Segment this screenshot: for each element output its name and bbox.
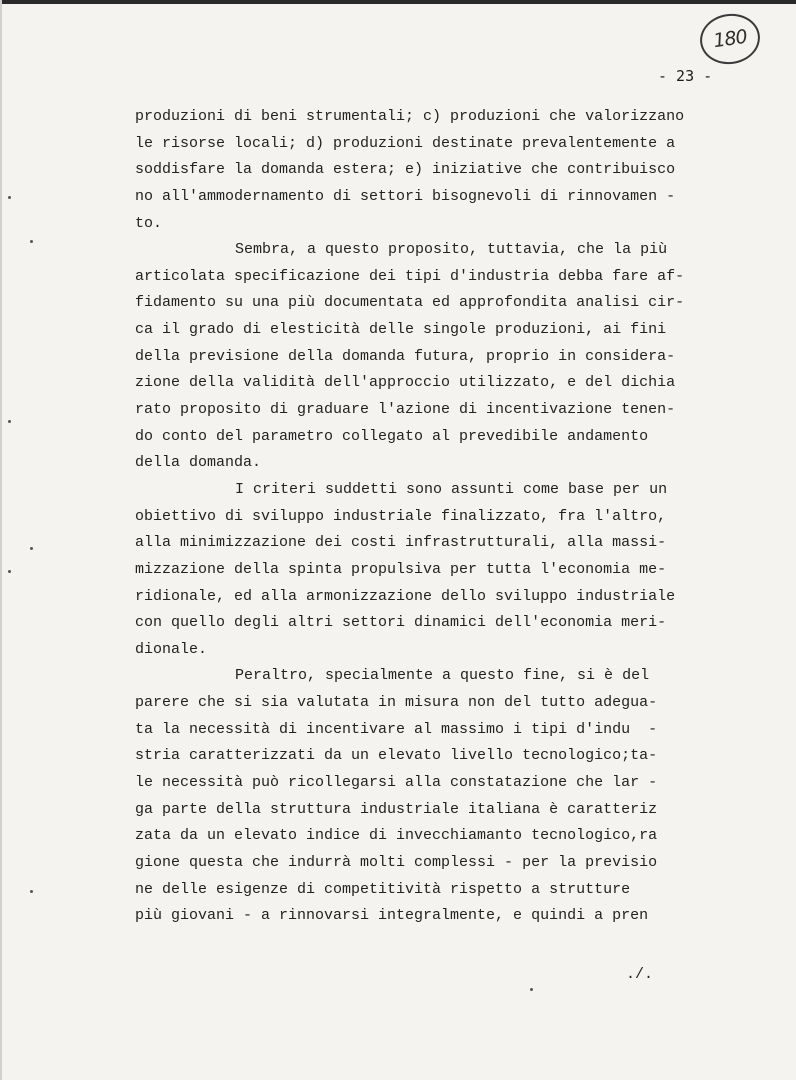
- scan-speck: [8, 196, 11, 199]
- scan-edge-left: [0, 0, 2, 1080]
- text-line: gione questa che indurrà molti complessi - per la previsio: [135, 853, 658, 871]
- page-number: - 23 -: [658, 67, 713, 85]
- continuation-mark: ./.: [626, 966, 654, 983]
- text-line: dionale.: [135, 640, 208, 658]
- text-line: le necessità può ricollegarsi alla constatazione che lar -: [135, 774, 658, 792]
- text-line: mizzazione della spinta propulsiva per tutta l'economia me-: [135, 560, 667, 578]
- scan-speck: [8, 570, 11, 573]
- text-line: Peraltro, specialmente a questo fine, si è del: [235, 667, 650, 685]
- scan-speck: [30, 547, 33, 550]
- text-line: soddisfare la domanda estera; e) iniziative che contribuisco: [135, 161, 676, 179]
- text-line: do conto del parametro collegato al prevedibile andamento: [135, 427, 649, 445]
- text-line: stria caratterizzati da un elevato livello tecnologico;ta-: [135, 747, 658, 765]
- text-line: alla minimizzazione dei costi infrastrutturali, alla massi-: [135, 534, 667, 552]
- text-line: rato proposito di graduare l'azione di incentivazione tenen-: [135, 401, 676, 419]
- text-line: ta la necessità di incentivare al massimo i tipi d'indu -: [135, 720, 658, 738]
- text-line: ga parte della struttura industriale italiana è caratteriz: [135, 800, 658, 818]
- archive-stamp: [697, 10, 763, 68]
- text-line: fidamento su una più documentata ed approfondita analisi cir-: [135, 294, 685, 312]
- scan-speck: [30, 240, 33, 243]
- text-line: zata da un elevato indice di invecchiamanto tecnologico,ra: [135, 827, 658, 845]
- text-line: obiettivo di sviluppo industriale finalizzato, fra l'altro,: [135, 507, 667, 525]
- text-line: zione della validità dell'approccio utilizzato, e del dichia: [135, 374, 676, 392]
- text-line: no all'ammodernamento di settori bisognevoli di rinnovamen -: [135, 187, 676, 205]
- text-line: con quello degli altri settori dinamici dell'economia meri-: [135, 614, 667, 632]
- text-line: più giovani - a rinnovarsi integralmente, e quindi a pren: [135, 907, 649, 925]
- text-line: della previsione della domanda futura, proprio in considera-: [135, 347, 676, 365]
- text-line: ridionale, ed alla armonizzazione dello sviluppo industriale: [135, 587, 676, 605]
- text-line: produzioni di beni strumentali; c) produzioni che valorizzano: [135, 108, 685, 125]
- stamp-number: 180: [711, 25, 748, 53]
- text-line: ne delle esigenze di competitività rispetto a strutture: [135, 880, 631, 898]
- text-line: Sembra, a questo proposito, tuttavia, che la più: [235, 241, 668, 259]
- scan-edge-top: [0, 0, 796, 4]
- body-text: [135, 104, 715, 930]
- text-line: della domanda.: [135, 454, 262, 472]
- text-line: parere che si sia valutata in misura non del tutto adegua-: [135, 694, 658, 712]
- text-line: to.: [135, 214, 163, 232]
- text-line: ca il grado di elesticità delle singole produzioni, ai fini: [135, 321, 667, 339]
- text-line: articolata specificazione dei tipi d'industria debba fare af-: [135, 267, 685, 285]
- scan-speck: [8, 420, 11, 423]
- scan-speck: [530, 988, 533, 991]
- text-line: I criteri suddetti sono assunti come base per un: [235, 480, 668, 498]
- scan-speck: [30, 890, 33, 893]
- text-line: le risorse locali; d) produzioni destinate prevalentemente a: [135, 134, 676, 152]
